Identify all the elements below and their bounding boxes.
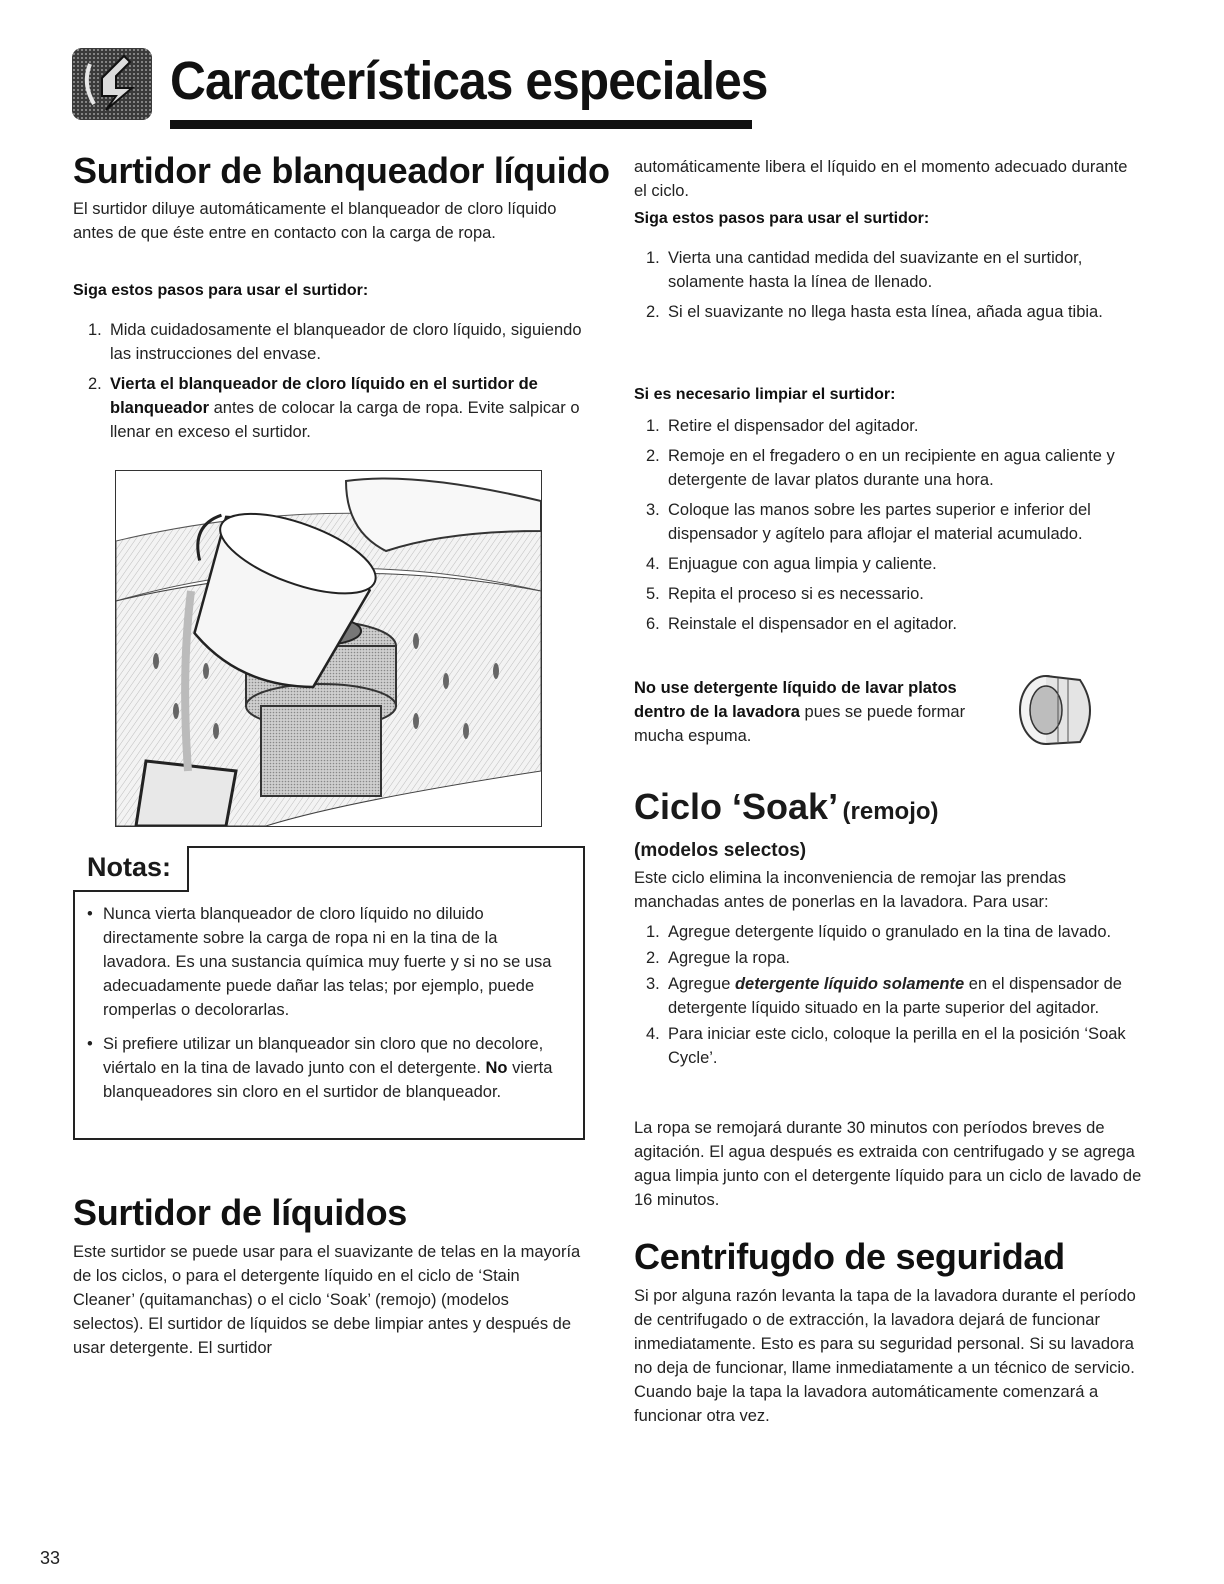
liquid-steps — [646, 246, 1126, 330]
bleach-steps — [88, 318, 588, 450]
bleach-heading: Surtidor de blanqueador líquido — [73, 150, 610, 191]
list-item: 1. Retire el dispensador del agitador. — [646, 417, 919, 435]
list-item: 2. Vierta el blanqueador de cloro líquido en el surtidor de blanqueador antes de colocar la carga de ropa. Evite salpicar o llenar en exceso el surtidor. — [88, 375, 580, 441]
liquid-steps-title: Siga estos pasos para usar el surtidor: — [634, 210, 930, 227]
liquids-heading: Surtidor de líquidos — [73, 1192, 407, 1233]
list-item: 4. Para iniciar este ciclo, coloque la perilla en el la posición ‘Soak Cycle’. — [646, 1025, 1126, 1067]
page-number: 33 — [40, 1548, 61, 1568]
notes-title: Notas: — [73, 846, 189, 892]
list-item: 1. Mida cuidadosamente el blanqueador de cloro líquido, siguiendo las instrucciones del envase. — [88, 321, 582, 363]
liquids-continued: automáticamente libera el líquido en el momento adecuado durante el ciclo. — [634, 158, 1128, 200]
list-item: 1. Vierta una cantidad medida del suavizante en el surtidor, solamente hasta la línea de llenado. — [646, 249, 1083, 291]
soak-steps — [646, 920, 1126, 1072]
list-item: 6. Reinstale el dispensador en el agitador. — [646, 615, 957, 633]
soak-heading: Ciclo ‘Soak’ (remojo) — [634, 786, 939, 827]
list-item: 1. Agregue detergente líquido o granulado en la tina de lavado. — [646, 923, 1112, 941]
list-item: 5. Repita el proceso si es necessario. — [646, 585, 924, 603]
notes-box — [73, 846, 585, 1140]
list-item: 2. Remoje en el fregadero o en un recipiente en agua caliente y detergente de lavar platos durante una hora. — [646, 447, 1115, 489]
bleach-steps-title: Siga estos pasos para usar el surtidor: — [73, 282, 369, 299]
liquids-body: Este surtidor se puede usar para el suavizante de telas en la mayoría de los ciclos, o para el detergente líquido en el ciclo de ‘Stain Cleaner’ (quitamanchas) o el ciclo ‘Soak’ (remojo) (modelos selectos). El surtidor de líquidos se debe limpiar antes y después de usar detergente. El surtidor — [73, 1243, 581, 1357]
bleach-intro: El surtidor diluye automáticamente el blanqueador de cloro líquido antes de que éste entre en contacto con la carga de ropa. — [73, 200, 557, 242]
list-item: 2. Si el suavizante no llega hasta esta línea, añada agua tibia. — [646, 303, 1103, 321]
note-item: • Si prefiere utilizar un blanqueador sin cloro que no decolore, viértalo en la tina de lavado junto con el detergente. No vierta blanqueadores sin cloro en el surtidor de blanqueador. — [87, 1035, 553, 1101]
soak-intro: Este ciclo elimina la inconveniencia de remojar las prendas manchadas antes de ponerlas en la lavadora. Para usar: — [634, 869, 1066, 911]
warning-text: No use detergente líquido de lavar platos dentro de la lavadora pues se puede formar mucha espuma. — [634, 679, 966, 745]
page-header — [72, 40, 768, 132]
list-item: 3. Agregue detergente líquido solamente en el dispensador de detergente líquido situado en la parte superior del agitador. — [646, 975, 1122, 1017]
note-item: • Nunca vierta blanqueador de cloro líquido no diluido directamente sobre la carga de ropa ni en la tina de la lavadora. Es una sustancia química muy fuerte y si no se usa adecuadamente puede dañar las telas; por ejemplo, puede romperlas o decolorarlas. — [87, 905, 552, 1019]
title-underline — [170, 120, 752, 129]
list-item: 4. Enjuague con agua limpia y caliente. — [646, 555, 937, 573]
soak-outro: La ropa se remojará durante 30 minutos con períodos breves de agitación. El agua después es extraida con centrifugado y se agrega agua limpia junto con el detergente líquido para un ciclo de lavado de 16 minutos. — [634, 1119, 1142, 1209]
list-item: 2. Agregue la ropa. — [646, 949, 791, 967]
dispenser-illustration — [1008, 660, 1103, 760]
safety-heading: Centrifugdo de seguridad — [634, 1236, 1065, 1277]
soak-subheading: (modelos selectos) — [634, 840, 807, 861]
clean-steps — [646, 414, 1136, 642]
bleach-pour-illustration — [115, 470, 542, 827]
safety-body: Si por alguna razón levanta la tapa de la lavadora durante el período de centrifugado o de extracción, la lavadora dejará de funcionar inmediatamente. Esto es para su seguridad personal. Si su lavadora no deja de funcionar, llame inmediatamente a un técnico de servicio. Cuando baje la tapa la lavadora automáticamente comenzará a funcionar otra vez. — [634, 1287, 1136, 1425]
list-item: 3. Coloque las manos sobre les partes superior e inferior del dispensador y agítelo para aflojar el material acumulado. — [646, 501, 1091, 543]
clean-title: Si es necesario limpiar el surtidor: — [634, 386, 896, 403]
arrow-return-icon — [72, 48, 152, 120]
page-title: Características especiales — [170, 51, 768, 111]
